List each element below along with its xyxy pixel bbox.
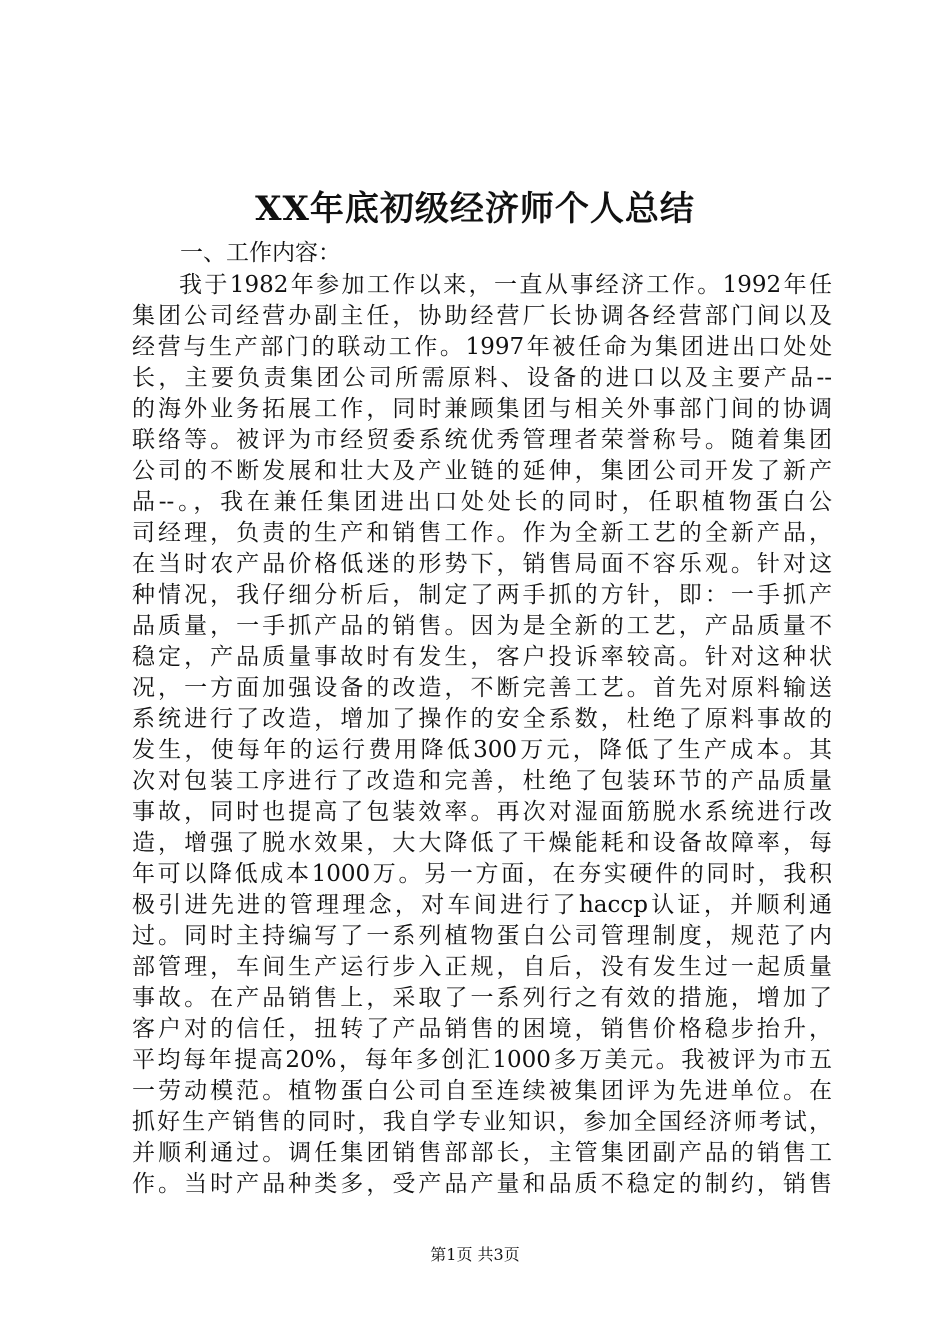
paragraph-line: 集团公司经营办副主任，协助经营厂长协调各经营部门间以及 bbox=[132, 303, 832, 329]
paragraph-line: 的海外业务拓展工作，同时兼顾集团与相关外事部门间的协调 bbox=[132, 396, 832, 422]
paragraph-line: 公司的不断发展和壮大及产业链的延伸，集团公司开发了新产 bbox=[132, 458, 832, 484]
body-paragraph bbox=[132, 270, 832, 1200]
page-footer: 第1页 共3页 bbox=[430, 1245, 520, 1264]
paragraph-line: 并顺利通过。调任集团销售部部长，主管集团副产品的销售工 bbox=[132, 1140, 832, 1166]
paragraph-line: 过。同时主持编写了一系列植物蛋白公司管理制度，规范了内 bbox=[132, 923, 832, 949]
paragraph-line: 稳定，产品质量事故时有发生，客户投诉率较高。针对这种状 bbox=[132, 644, 832, 670]
paragraph-line: 抓好生产销售的同时，我自学专业知识，参加全国经济师考试， bbox=[132, 1109, 832, 1135]
paragraph-line: 造，增强了脱水效果，大大降低了干燥能耗和设备故障率，每 bbox=[132, 830, 832, 856]
paragraph-line: 事故，同时也提高了包装效率。再次对湿面筋脱水系统进行改 bbox=[132, 799, 832, 825]
document-title: XX年底初级经济师个人总结 bbox=[255, 189, 695, 229]
paragraph-line: 我于1982年参加工作以来，一直从事经济工作。1992年任 bbox=[179, 272, 832, 298]
paragraph-line: 在当时农产品价格低迷的形势下，销售局面不容乐观。针对这 bbox=[132, 551, 832, 577]
paragraph-line: 品--。，我在兼任集团进出口处处长的同时，任职植物蛋白公 bbox=[132, 489, 832, 515]
paragraph-line: 发生，使每年的运行费用降低300万元，降低了生产成本。其 bbox=[132, 737, 832, 763]
paragraph-line: 联络等。被评为市经贸委系统优秀管理者荣誉称号。随着集团 bbox=[132, 427, 832, 453]
paragraph-line: 品质量，一手抓产品的销售。因为是全新的工艺，产品质量不 bbox=[132, 613, 832, 639]
paragraph-line: 客户对的信任，扭转了产品销售的困境，销售价格稳步抬升， bbox=[132, 1016, 832, 1042]
paragraph-line: 司经理，负责的生产和销售工作。作为全新工艺的全新产品， bbox=[132, 520, 832, 546]
section-heading: 一、工作内容： bbox=[180, 240, 341, 266]
paragraph-line: 平均每年提高20%，每年多创汇1000多万美元。我被评为市五 bbox=[132, 1047, 832, 1073]
paragraph-line: 种情况，我仔细分析后，制定了两手抓的方针，即：一手抓产 bbox=[132, 582, 832, 608]
paragraph-line: 极引进先进的管理理念，对车间进行了haccp认证，并顺利通 bbox=[132, 892, 832, 918]
paragraph-line: 况，一方面加强设备的改造，不断完善工艺。首先对原料输送 bbox=[132, 675, 832, 701]
paragraph-line: 经营与生产部门的联动工作。1997年被任命为集团进出口处处 bbox=[132, 334, 832, 360]
paragraph-line: 次对包装工序进行了改造和完善，杜绝了包装环节的产品质量 bbox=[132, 768, 832, 794]
paragraph-line: 事故。在产品销售上，采取了一系列行之有效的措施，增加了 bbox=[132, 985, 832, 1011]
paragraph-line: 作。当时产品种类多，受产品产量和品质不稳定的制约，销售 bbox=[132, 1171, 832, 1197]
paragraph-line: 系统进行了改造，增加了操作的安全系数，杜绝了原料事故的 bbox=[132, 706, 832, 732]
paragraph-line: 长，主要负责集团公司所需原料、设备的进口以及主要产品-- bbox=[132, 365, 832, 391]
paragraph-line: 年可以降低成本1000万。另一方面，在夯实硬件的同时，我积 bbox=[132, 861, 832, 887]
paragraph-line: 部管理，车间生产运行步入正规，自后，没有发生过一起质量 bbox=[132, 954, 832, 980]
paragraph-line: 一劳动模范。植物蛋白公司自至连续被集团评为先进单位。在 bbox=[132, 1078, 832, 1104]
